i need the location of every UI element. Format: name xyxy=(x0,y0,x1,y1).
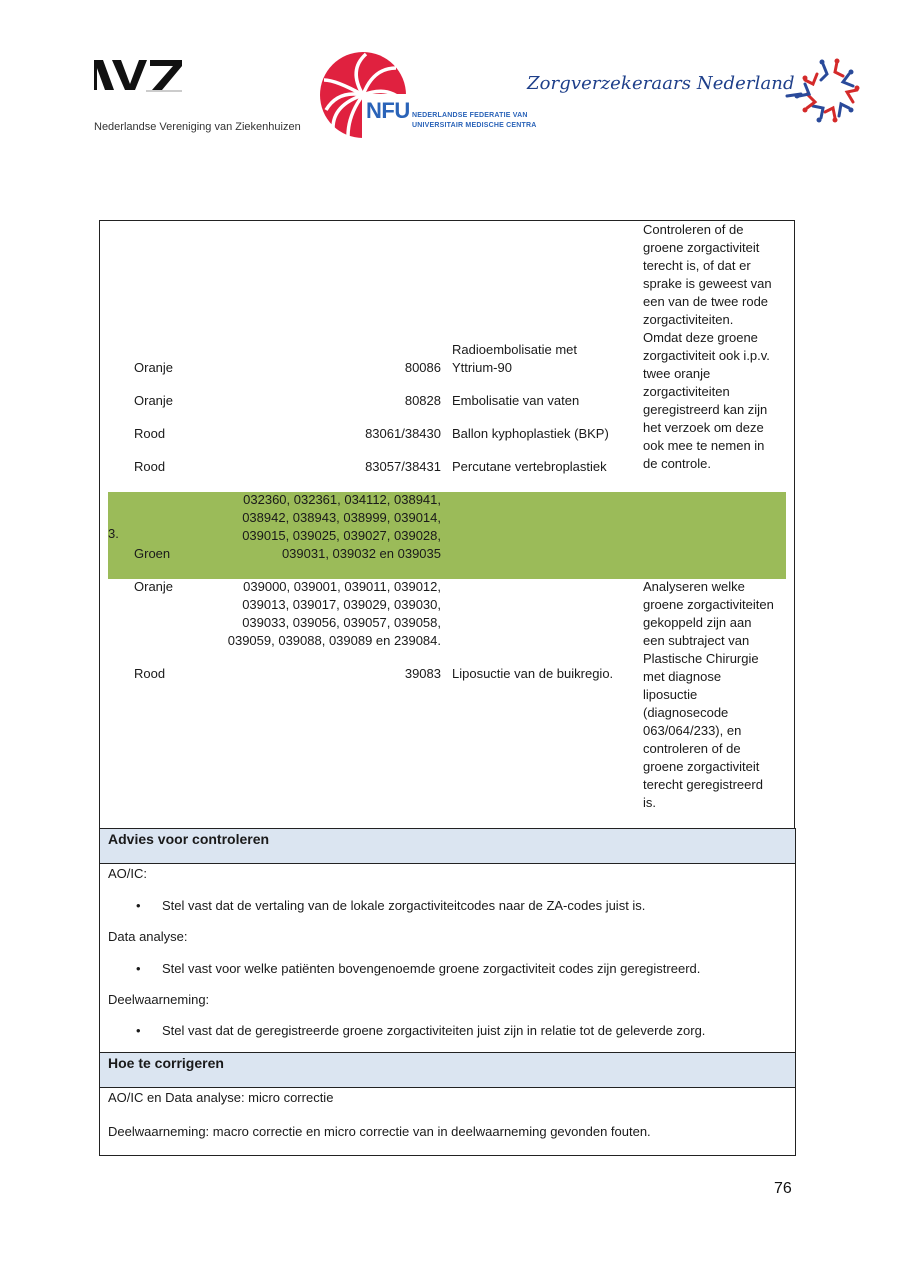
note-line: 063/064/233), en xyxy=(643,723,742,738)
note-line: zorgactiviteiten. xyxy=(643,312,734,327)
note-line: een van de twee rode xyxy=(643,294,769,309)
green-code-line: 032360, 032361, 034112, 038941, xyxy=(243,492,441,507)
note-line: de controle. xyxy=(643,456,711,471)
note-line: een subtraject van xyxy=(643,633,750,648)
row-code: 39083 xyxy=(404,666,441,681)
zn-text: Zorgverzekeraars Nederland xyxy=(527,73,795,94)
green-code-line: 038942, 038943, 038999, 039014, xyxy=(242,510,441,525)
note-line: zorgactiviteiten xyxy=(643,384,730,399)
page-number: 76 xyxy=(774,1180,792,1197)
row-color: Rood xyxy=(134,459,166,474)
row-color: Rood xyxy=(134,426,166,441)
row-desc: Radioembolisatie met xyxy=(452,342,578,357)
note-line: Omdat deze groene xyxy=(643,330,758,345)
row-color: Oranje xyxy=(134,393,174,408)
row-desc: Percutane vertebroplastiek xyxy=(452,459,607,474)
row-color: Groen xyxy=(134,546,171,561)
oranje-code-line: 039033, 039056, 039057, 039058, xyxy=(242,615,441,630)
nfu-abbr: NFU xyxy=(366,98,410,123)
nvz-logo xyxy=(94,58,314,138)
green-code-line: 039031, 039032 en 039035 xyxy=(281,546,441,561)
bullet-text: Stel vast dat de geregistreerde groene zorgactiviteiten juist zijn in relatie tot de geleverde zorg. xyxy=(162,1023,706,1038)
note-line: geregistreerd kan zijn xyxy=(643,402,768,417)
note-line: terecht geregistreerd xyxy=(643,777,763,792)
note-line: ook mee te nemen in xyxy=(643,438,765,453)
zn-figures-icon xyxy=(785,56,865,126)
green-code-line: 039015, 039025, 039027, 039028, xyxy=(242,528,441,543)
nvz-caption: Nederlandse Vereniging van Ziekenhuizen xyxy=(94,121,301,133)
row-desc: Ballon kyphoplastiek (BKP) xyxy=(452,426,609,441)
nfu-swirl-icon xyxy=(318,50,408,140)
note-line: groene zorgactiviteit xyxy=(643,759,760,774)
corrigeren-title: Hoe te corrigeren xyxy=(100,1053,795,1088)
block-number: 3. xyxy=(108,526,119,541)
advies-section xyxy=(99,828,796,1053)
aoic-bullet-item xyxy=(136,898,645,913)
row-code: 83061/38430 xyxy=(365,426,441,441)
nfu-line-1: NEDERLANDSE FEDERATIE VAN xyxy=(412,112,528,119)
deelwaarneming-label: Deelwaarneming: xyxy=(108,992,210,1007)
row-color: Rood xyxy=(134,666,166,681)
note-line: zorgactiviteit ook i.p.v. xyxy=(643,348,770,363)
row-desc: Embolisatie van vaten xyxy=(452,393,580,408)
nvz-mark-icon xyxy=(94,58,184,92)
data-analyse-bullet-item xyxy=(136,961,700,976)
row-color: Oranje xyxy=(134,579,174,594)
oranje-code-line: 039013, 039017, 039029, 039030, xyxy=(242,597,441,612)
note-line: Analyseren welke xyxy=(643,579,745,594)
row-desc-cont: Yttrium-90 xyxy=(452,360,512,375)
note-line: terecht is, of dat er xyxy=(643,258,751,273)
note-line: liposuctie xyxy=(643,687,698,702)
note-line: twee oranje xyxy=(643,366,711,381)
note-line: groene zorgactiviteiten xyxy=(643,597,774,612)
oranje-code-line: 039059, 039088, 039089 en 239084. xyxy=(227,633,441,648)
row-color: Oranje xyxy=(134,360,174,375)
note-line: (diagnosecode xyxy=(643,705,729,720)
row-code: 80086 xyxy=(404,360,441,375)
zn-logo xyxy=(527,56,867,126)
note-line: met diagnose xyxy=(643,669,722,684)
corrigeren-line-1: AO/IC en Data analyse: micro correctie xyxy=(108,1090,334,1105)
bullet-text: Stel vast voor welke patiënten bovengenoemde groene zorgactiviteit codes zijn geregistreerd. xyxy=(162,961,701,976)
note-line: is. xyxy=(643,795,656,810)
zorgactiviteiten-table xyxy=(99,220,795,829)
note-line: het verzoek om deze xyxy=(643,420,764,435)
note-line: groene zorgactiviteit xyxy=(643,240,760,255)
bullet-icon: • xyxy=(136,1023,141,1038)
note-line: sprake is geweest van xyxy=(643,276,772,291)
note-line: controleren of de xyxy=(643,741,741,756)
aoic-label: AO/IC: xyxy=(108,866,148,881)
row-code: 83057/38431 xyxy=(365,459,441,474)
note-line: Controleren of de xyxy=(643,222,744,237)
bullet-icon: • xyxy=(136,898,141,913)
note-line: Plastische Chirurgie xyxy=(643,651,759,666)
row-code: 80828 xyxy=(404,393,441,408)
nfu-logo xyxy=(318,50,537,140)
deelwaarneming-bullet-item xyxy=(136,1023,705,1038)
note-line: gekoppeld zijn aan xyxy=(643,615,752,630)
bullet-text: Stel vast dat de vertaling van de lokale zorgactiviteitcodes naar de ZA-codes juist is. xyxy=(162,898,646,913)
data-analyse-label: Data analyse: xyxy=(108,929,188,944)
advies-title: Advies voor controleren xyxy=(100,829,795,864)
nfu-line-2: UNIVERSITAIR MEDISCHE CENTRA xyxy=(412,122,537,129)
oranje-code-line: 039000, 039001, 039011, 039012, xyxy=(243,579,441,594)
bullet-icon: • xyxy=(136,961,141,976)
corrigeren-section xyxy=(99,1052,796,1156)
row-desc: Liposuctie van de buikregio. xyxy=(452,666,614,681)
corrigeren-line-2: Deelwaarneming: macro correctie en micro correctie van in deelwaarneming gevonden fouten. xyxy=(108,1124,651,1139)
